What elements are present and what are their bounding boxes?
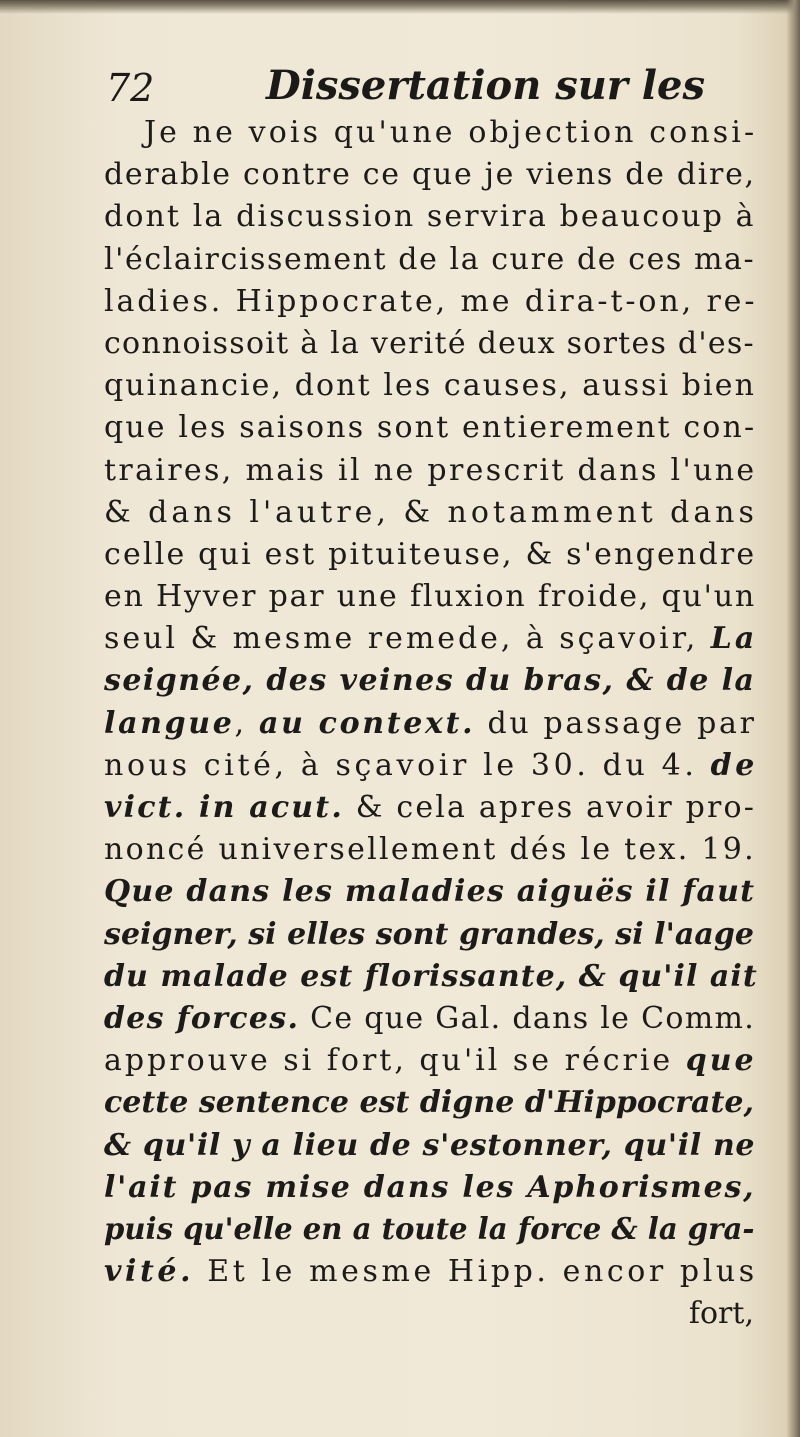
roman-text: l'éclaircissement de la cure de ces ma- (104, 241, 756, 277)
roman-text: Et le mesme Hipp. encor plus (194, 1254, 758, 1290)
italic-text: seigner, si elles sont grandes, si l'aage (104, 916, 754, 952)
italic-text: du malade est florissante, & qu'il ait (104, 958, 758, 994)
text-line (104, 956, 758, 998)
text-line (104, 239, 754, 281)
italic-text: l'ait pas mise dans les Aphorismes, (104, 1169, 756, 1205)
text-line (104, 703, 757, 745)
text-line (104, 407, 757, 449)
roman-text: Je ne vois qu'une objection consi- (144, 115, 758, 150)
text-line (104, 618, 758, 660)
roman-text: celle qui est pituiteuse, & s'engendre (104, 536, 757, 572)
text-line (104, 871, 754, 913)
roman-text: Ce que Gal. dans le Comm. (299, 1000, 756, 1036)
text-line (104, 914, 754, 956)
italic-text: La (710, 621, 758, 657)
text-line (104, 196, 754, 238)
text-line (104, 1125, 754, 1167)
roman-text: nous cité, à sçavoir le 30. du 4. (104, 747, 711, 783)
text-line (104, 323, 754, 365)
roman-text: & dans l'autre, & notamment dans (104, 494, 758, 530)
italic-text: vité. (104, 1254, 195, 1290)
text-line (104, 281, 758, 323)
italic-text: au context. (258, 705, 476, 741)
roman-text: traires, mais il ne prescrit dans l'une (104, 452, 757, 488)
italic-text: puis qu'elle en a toute la force & la gra- (104, 1211, 755, 1247)
text-line (104, 660, 754, 702)
text-line (104, 1040, 757, 1082)
text-line (104, 1082, 754, 1124)
roman-text: approuve si fort, qu'il se récrie (104, 1043, 686, 1079)
text-line (104, 492, 758, 534)
italic-text: & qu'il y a lieu de s'estonner, qu'il ne (104, 1127, 756, 1163)
text-line (104, 1293, 754, 1335)
text-line (104, 450, 757, 492)
roman-text: ladies. Hippocrate, me dira-t-on, re- (104, 283, 758, 319)
italic-text: cette sentence est digne d'Hippocrate, (104, 1085, 754, 1121)
text-line (104, 787, 757, 829)
text-line (104, 1251, 758, 1293)
roman-text: & cela apres avoir pro- (343, 790, 757, 825)
text-line (104, 112, 758, 154)
text-line (104, 534, 757, 576)
body-text (104, 112, 758, 1335)
roman-text: , (234, 705, 259, 741)
text-line (104, 1209, 754, 1251)
roman-text: seul & mesme remede, à sçavoir, (104, 621, 711, 657)
italic-text: langue (104, 705, 235, 741)
running-title: Dissertation sur les (266, 62, 705, 109)
roman-text: quinancie, dont les causes, aussi bien (104, 368, 756, 404)
roman-text: fort, (688, 1296, 754, 1332)
italic-text: que (685, 1043, 757, 1079)
page-gutter-shadow (786, 0, 800, 1437)
italic-text: de (710, 747, 758, 783)
italic-text: vict. in acut. (104, 790, 344, 825)
roman-text: connoissoit à la verité deux sortes d'es- (104, 325, 755, 361)
page-header (106, 62, 706, 112)
text-line (104, 576, 754, 618)
roman-text: en Hyver par une fluxion froide, qu'un (104, 579, 756, 615)
text-line (104, 998, 754, 1040)
italic-text: des forces. (104, 1000, 300, 1036)
roman-text: noncé universellement dés le tex. 19. (104, 832, 756, 868)
text-line (104, 365, 754, 407)
italic-text: seignée, des veines du bras, & de la (104, 663, 756, 699)
roman-text: du passage par (475, 705, 757, 741)
text-line (104, 745, 758, 787)
roman-text: que les saisons sont entierement con- (104, 410, 757, 446)
page-number: 72 (106, 66, 155, 110)
page-top-shadow (0, 0, 800, 14)
roman-text: dont la discussion servira beaucoup à (104, 199, 756, 235)
italic-text: Que dans les maladies aiguës il faut (104, 874, 756, 910)
text-line (104, 154, 754, 196)
text-line (104, 829, 754, 871)
text-line (104, 1167, 754, 1209)
roman-text: derable contre ce que je viens de dire, (104, 157, 756, 193)
